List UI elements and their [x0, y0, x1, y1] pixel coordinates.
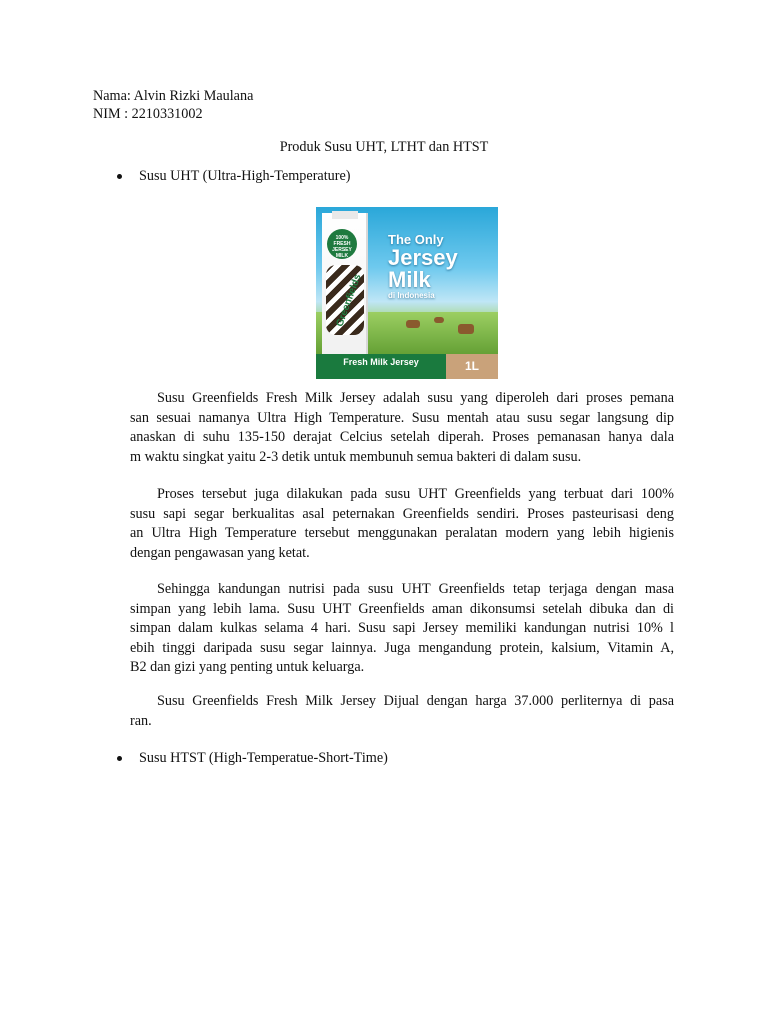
paragraph-line: dengan pengawasan yang ketat. [130, 544, 310, 561]
bullet-text: Susu UHT (Ultra-High-Temperature) [139, 168, 351, 184]
carton-badge: 100% FRESH JERSEY MILK [327, 229, 357, 259]
slogan-line-2: Jersey [388, 245, 458, 270]
paragraph-line: san sesuai namanya Ultra High Temperature. Susu mentah atau susu segar langsung dip [130, 409, 674, 426]
milk-carton-icon [322, 213, 368, 355]
paragraph-line: anaskan di suhu 135-150 derajat Celcius setelah diperah. Proses pemanasan hanya dala [130, 429, 674, 445]
document-title: Produk Susu UHT, LTHT dan HTST [279, 139, 489, 155]
paragraph-4 [130, 692, 674, 731]
paragraph-line: ebih tinggi daripada susu segar lainnya. Juga mengandung protein, kalsium, Vitamin A, [130, 639, 674, 656]
paragraph-line: B2 dan gizi yang penting untuk keluarga. [130, 659, 365, 675]
product-slogan [388, 233, 494, 301]
cow-icon [406, 320, 420, 328]
paragraph-2 [130, 485, 674, 563]
paragraph-line: Proses tersebut juga dilakukan pada susu UHT Greenfields yang terbuat dari 100% [157, 486, 674, 502]
bullet-dot-icon [117, 174, 122, 179]
bullet-text: Susu HTST (High-Temperatue-Short-Time) [139, 750, 388, 766]
slogan-line-4: di Indonesia [388, 291, 435, 300]
product-footer-label: Fresh Milk Jersey [316, 354, 446, 379]
bullet-dot-icon [117, 756, 122, 761]
paragraph-line: simpan dalam kulkas selama 4 hari. Susu sapi Jersey memiliki kandungan nutrisi 10% l [130, 620, 674, 636]
author-nim: NIM : 2210331002 [93, 106, 203, 122]
paragraph-line: Susu Greenfields Fresh Milk Jersey adalah susu yang diperoleh dari proses pemana [157, 390, 674, 406]
author-name: Nama: Alvin Rizki Maulana [93, 88, 254, 104]
paragraph-line: Susu Greenfields Fresh Milk Jersey Dijual dengan harga 37.000 perliternya di pasa [157, 693, 674, 709]
slogan-line-1: The Only [388, 232, 444, 247]
paragraph-line: susu sapi segar berkualitas asal peternakan Greenfields sendiri. Proses pasteurisasi deng [130, 505, 674, 522]
cow-icon [458, 324, 474, 334]
carton-cap [332, 211, 358, 219]
product-image [316, 207, 498, 379]
paragraph-line: m waktu singkat yaitu 2-3 detik untuk membunuh semua bakteri di dalam susu. [130, 448, 582, 465]
paragraph-3 [130, 580, 674, 678]
paragraph-line: an Ultra High Temperature tersebut menggunakan peralatan modern yang lebih higienis [130, 525, 674, 541]
paragraph-line: ran. [130, 712, 152, 729]
carton-brand: Greenfields [334, 272, 364, 329]
paragraph-1 [130, 389, 674, 467]
product-volume: 1L [446, 354, 498, 379]
cow-icon [434, 317, 444, 323]
slogan-line-3: Milk [388, 267, 431, 292]
author-header [93, 87, 253, 123]
paragraph-line: Sehingga kandungan nutrisi pada susu UHT Greenfields tetap terjaga dengan masa [157, 581, 674, 597]
paragraph-line: simpan yang lebih lama. Susu UHT Greenfields aman dikonsumsi setelah dibuka dan di [130, 600, 674, 617]
